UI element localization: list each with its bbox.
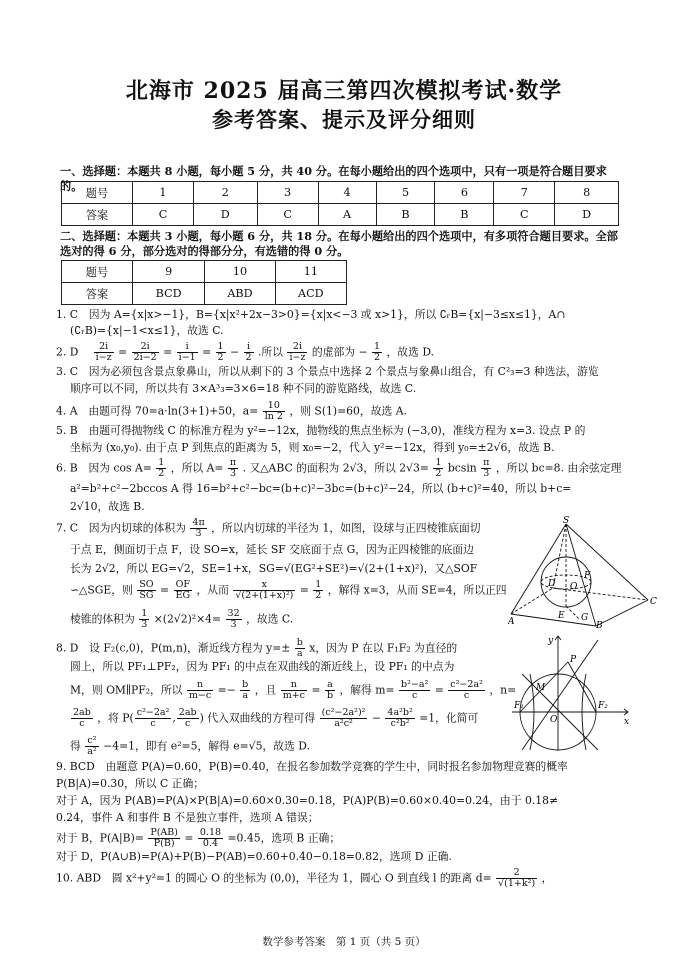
answer-cell: C <box>494 204 555 226</box>
fraction: $\frac{1}{3}$ <box>141 608 148 630</box>
solution-3-line2: 顺序可以不同，所以共有 3×A³₃=3×6=18 种不同的游览路线，故选 C. <box>70 382 417 395</box>
fraction: $\frac{2ab}{c}$ <box>73 707 91 729</box>
solution-7-line1: 7. C 因为内切球的体积为 $\frac{4\pi}{3}$ ，所以内切球的半径为 1，如图，设球与正四棱锥底面切 <box>56 517 481 539</box>
answer-table-2 <box>61 260 347 305</box>
answer-cell: D <box>555 204 619 226</box>
solution-8-line5: 得 $\frac{\text{c²}}{\text{a²}}$ −4=1，即有 e²=5，解得 e=√5，故选 D. <box>70 735 310 757</box>
fraction: $\frac{x}{\text{√(2+(1+x)²)}}$ <box>235 579 294 601</box>
answer-cell: C <box>133 204 194 226</box>
fraction: $\frac{a}{b}$ <box>326 679 334 701</box>
fraction: $\frac{b}{a}$ <box>242 679 249 701</box>
row-label: 题号 <box>62 182 133 204</box>
fraction: $\frac{OF}{EG}$ <box>175 579 191 601</box>
fraction: $\frac{2ab}{c}$ <box>178 707 197 729</box>
answer-cell: BCD <box>133 283 205 305</box>
solution-text: ，故选 D. <box>386 345 435 359</box>
solution-8-line3: M，则 OM∥PF₂，所以 $\frac{n}{m-c}$ =− $\frac{b}{a}$ ，且 $\frac{n}{m+c}$ = $\frac{a}{b}$ ，解得 m= $\frac{\text{b²−a²}}{c}$ = $\frac{\text{c²−2a²}}{c}$ ，n= <box>70 679 517 701</box>
fraction: $\frac{1}{2}$ <box>435 457 442 479</box>
axis-label: x <box>624 717 630 727</box>
number-cell: 9 <box>133 261 205 283</box>
row-label: 答案 <box>62 204 133 226</box>
point-label: M <box>536 683 546 693</box>
fraction: $\frac{1}{2}$ <box>158 457 165 479</box>
vertex-label: G <box>581 613 589 623</box>
vertex-label: E <box>558 611 565 621</box>
axis-label: y <box>548 636 554 646</box>
vertex-label: S <box>563 516 570 526</box>
fraction: $\frac{1}{2}$ <box>217 341 224 363</box>
solution-1-line2: (∁ᵣB)={x|−1<x≤1}，故选 C. <box>70 324 224 337</box>
page-footer: 数学参考答案 第 1 页（共 5 页） <box>262 936 426 948</box>
vertex-label: A <box>508 617 515 627</box>
solution-9-line6: 对于 D，P(A∪B)=P(A)+P(B)−P(AB)=0.60+0.40−0.18=0.82，选项 D 正确. <box>56 850 452 863</box>
fraction: $\frac{b}{a}$ <box>296 637 303 659</box>
point-label: P <box>570 655 577 665</box>
fraction: $\frac{i}{2}$ <box>245 341 252 363</box>
fraction: $\frac{2i}{i-z}$ <box>95 341 112 363</box>
point-label: O <box>550 715 558 725</box>
solution-6-line2: a²=b²+c²−2bccos A 得 16=b²+c²−bc=(b+c)²−3bc=(b+c)²−24，所以 (b+c)²=40，所以 b+c= <box>70 482 572 495</box>
fraction: $\frac{\text{c²−2a²}}{c}$ <box>136 707 170 729</box>
solution-5-line1: 5. B 由题可得抛物线 C 的标准方程为 y²=−12x，抛物线的焦点坐标为 (−3,0)，准线方程为 x=3. 设点 P 的 <box>56 424 586 437</box>
number-cell: 8 <box>555 182 619 204</box>
number-cell: 2 <box>193 182 257 204</box>
solution-10: 10. ABD 圆 x²+y²=1 的圆心 O 的坐标为 (0,0)，半径为 1，圆心 O 到直线 l 的距离 d= $\frac{2}{\text{√(1+k²)}}$ ， <box>56 867 553 889</box>
vertex-label: O <box>570 582 578 592</box>
point-label: F₁ <box>514 701 524 711</box>
fraction: $\frac{2i}{2i-2}$ <box>133 341 157 363</box>
solution-9-line4: 0.24，事件 A 和事件 B 不是独立事件，选项 A 错误； <box>56 811 319 824</box>
fraction: $\frac{4\pi}{3}$ <box>192 517 205 539</box>
number-cell: 7 <box>494 182 555 204</box>
solution-6-line3: 2√10，故选 B. <box>70 500 145 513</box>
solution-9-line2: P(B|A)=0.30，所以 C 正确； <box>56 777 205 790</box>
number-cell: 5 <box>376 182 435 204</box>
row-label: 答案 <box>62 283 133 305</box>
hyperbola-figure <box>512 634 632 752</box>
answer-table-1 <box>61 181 619 226</box>
fraction: $\frac{2i}{i-z}$ <box>289 341 306 363</box>
solution-9-line1: 9. BCD 由题意 P(A)=0.60，P(B)=0.40，在报名参加数学竞赛的学生中，同时报名参加物理竞赛的概率 <box>56 760 568 773</box>
fraction: $\frac{\text{b²−a²}}{c}$ <box>401 679 429 701</box>
fraction: $\frac{\text{4a²b²}}{\text{c²b²}}$ <box>387 707 413 729</box>
vertex-label: F <box>584 571 591 581</box>
fraction: $\frac{SO}{SG}$ <box>139 579 154 601</box>
solution-8-line1: 8. D 设 F₂(c,0)，P(m,n)，渐近线方程为 y=± $\frac{b}{a}$ x，因为 P 在以 F₁F₂ 为直径的 <box>56 637 458 659</box>
point-label: F₂ <box>598 701 608 711</box>
solution-7-line4: ∽△SGE，则 $\frac{SO}{SG}$ = $\frac{OF}{EG}$ ，从而 $\frac{x}{\text{√(2+(1+x)²)}}$ = $\frac{1}{2}$ ，解得 x=3，从而 SE=4，所以正四 <box>70 579 507 601</box>
fraction: $\frac{\text{(c²−2a²)²}}{\text{a²c²}}$ <box>321 707 366 729</box>
solution-8-line2: 圆上，所以 PF₁⊥PF₂，因为 PF₁ 的中点在双曲线的渐近线上，设 PF₁ 的中点为 <box>70 660 455 673</box>
solution-5-line2: 坐标为 (x₀,y₀). 由于点 P 到焦点的距离为 5，则 x₀=−2，代入 y²=−12x，得到 y₀=±2√6，故选 B. <box>70 441 555 454</box>
page-subtitle: 参考答案、提示及评分细则 <box>212 107 476 132</box>
fraction: $\frac{\text{c²−2a²}}{c}$ <box>450 679 483 701</box>
solution-4: 4. A 由题可得 70=a·ln(3+1)+50，a= $\frac{10}{\ln 2}$ ，则 S(1)=60，故选 A. <box>56 400 407 422</box>
answer-cell: A <box>318 204 376 226</box>
page-title: 北海市 2025 届高三第四次模拟考试·数学 <box>125 78 563 104</box>
vertex-label: C <box>650 597 657 607</box>
section2-heading: 二、选择题：本题共 3 小题，每小题 6 分，共 18 分。在每小题给出的四个选项中，有多项符合题目要求。全部选对的得 6 分，部分选对的得部分分，有选错的得 0 分。 <box>60 229 618 258</box>
fraction: $\frac{2}{\text{√(1+k²)}}$ <box>498 867 536 889</box>
number-cell: 4 <box>318 182 376 204</box>
number-cell: 3 <box>257 182 318 204</box>
fraction: $\frac{P(AB)}{P(B)}$ <box>150 827 178 849</box>
solution-8-line4: $\frac{2ab}{c}$ ，将 P( $\frac{\text{c²−2a²}}{c}$ , $\frac{2ab}{c}$ ) 代入双曲线的方程可得 $\frac{\text{(c²−2a²)²}}{\text{a²c²}}$ − $\frac{\text{4a²b²}}{\text{c²b²}}$ =1，化简可 <box>73 707 479 729</box>
answer-cell: D <box>193 204 257 226</box>
solution-2: 2. D $\frac{2i}{i-z}$ = $\frac{2i}{2i-2}$ = $\frac{i}{i-1}$ = $\frac{1}{2}$ − $\frac{i}{2}$ .所以 $\frac{2i}{i-z}$ 的虚部为 − $\frac{1}{2}$ ，故选 D. <box>56 341 435 363</box>
solution-text: .所以 <box>258 345 284 359</box>
answer-cell: C <box>257 204 318 226</box>
solution-7-line2: 于点 E，侧面切于点 F，设 SO=x，延长 SF 交底面于点 G，因为正四棱锥的底面边 <box>70 543 474 556</box>
fraction: $\frac{\pi}{3}$ <box>483 457 490 479</box>
fraction: $\frac{n}{m-c}$ <box>188 679 212 701</box>
solution-9-line5: 对于 B，P(A|B)= $\frac{P(AB)}{P(B)}$ = $\frac{0.18}{0.4}$ =0.45，选项 B 正确； <box>56 827 341 849</box>
number-cell: 6 <box>435 182 494 204</box>
section1-heading: 一、选择题：本题共 8 小题，每小题 5 分，共 40 分。在每小题给出的四个选项中，只有一项是符合题目要求的。 <box>60 164 607 193</box>
table-row <box>62 261 347 283</box>
answer-cell: B <box>376 204 435 226</box>
fraction: $\frac{32}{3}$ <box>227 608 240 630</box>
pyramid-figure <box>508 516 658 628</box>
solution-1-line1: 1. C 因为 A={x|x>−1}，B={x|x²+2x−3>0}={x|x<−3 或 x>1}，所以 ∁ᵣB={x|−3≤x≤1}，A∩ <box>56 308 566 321</box>
solution-6-line1: 6. B 因为 cos A= $\frac{1}{2}$ ，所以 A= $\frac{\pi}{3}$ . 又△ABC 的面积为 2√3，所以 2√3= $\frac{1}{2}$ bcsin $\frac{\pi}{3}$ ，所以 bc=8. 由余弦定理 <box>56 457 622 479</box>
table-row <box>62 182 619 204</box>
solution-7-line5: 棱锥的体积为 $\frac{1}{3}$ ×(2√2)²×4= $\frac{32}{3}$ ，故选 C. <box>70 608 294 630</box>
answer-cell: B <box>435 204 494 226</box>
fraction: $\frac{\text{c²}}{\text{a²}}$ <box>87 735 97 757</box>
solution-9-line3: 对于 A，因为 P(AB)=P(A)×P(B|A)=0.60×0.30=0.18，P(A)P(B)=0.60×0.40=0.24，由于 0.18≠ <box>56 794 559 807</box>
fraction: $\frac{n}{m+c}$ <box>282 679 306 701</box>
fraction: $\frac{1}{2}$ <box>374 341 381 363</box>
fraction: $\frac{\pi}{3}$ <box>229 457 237 479</box>
table-row <box>62 283 347 305</box>
fraction: $\frac{1}{2}$ <box>315 579 322 601</box>
number-cell: 10 <box>205 261 275 283</box>
fraction: $\frac{0.18}{0.4}$ <box>199 827 222 849</box>
table-row <box>62 204 619 226</box>
fraction: $\frac{i}{i-1}$ <box>178 341 196 363</box>
solution-text: 2. D <box>56 345 79 359</box>
fraction: $\frac{10}{\ln 2}$ <box>264 400 283 422</box>
vertex-label: D <box>548 579 556 589</box>
row-label: 题号 <box>62 261 133 283</box>
number-cell: 11 <box>275 261 346 283</box>
solution-text: 的虚部为 − <box>311 345 368 359</box>
solution-7-line3: 长为 2√2，所以 EG=√2，SE=1+x，SG=√(EG²+SE²)=√(2+(1+x)²)，又△SOF <box>70 562 478 575</box>
solution-3-line1: 3. C 因为必须包含景点象鼻山，所以从剩下的 3 个景点中选择 2 个景点与象鼻山组合，有 C²₃=3 种选法，游览 <box>56 365 599 378</box>
answer-cell: ABD <box>205 283 275 305</box>
vertex-label: B <box>596 621 603 628</box>
answer-cell: ACD <box>275 283 346 305</box>
number-cell: 1 <box>133 182 194 204</box>
